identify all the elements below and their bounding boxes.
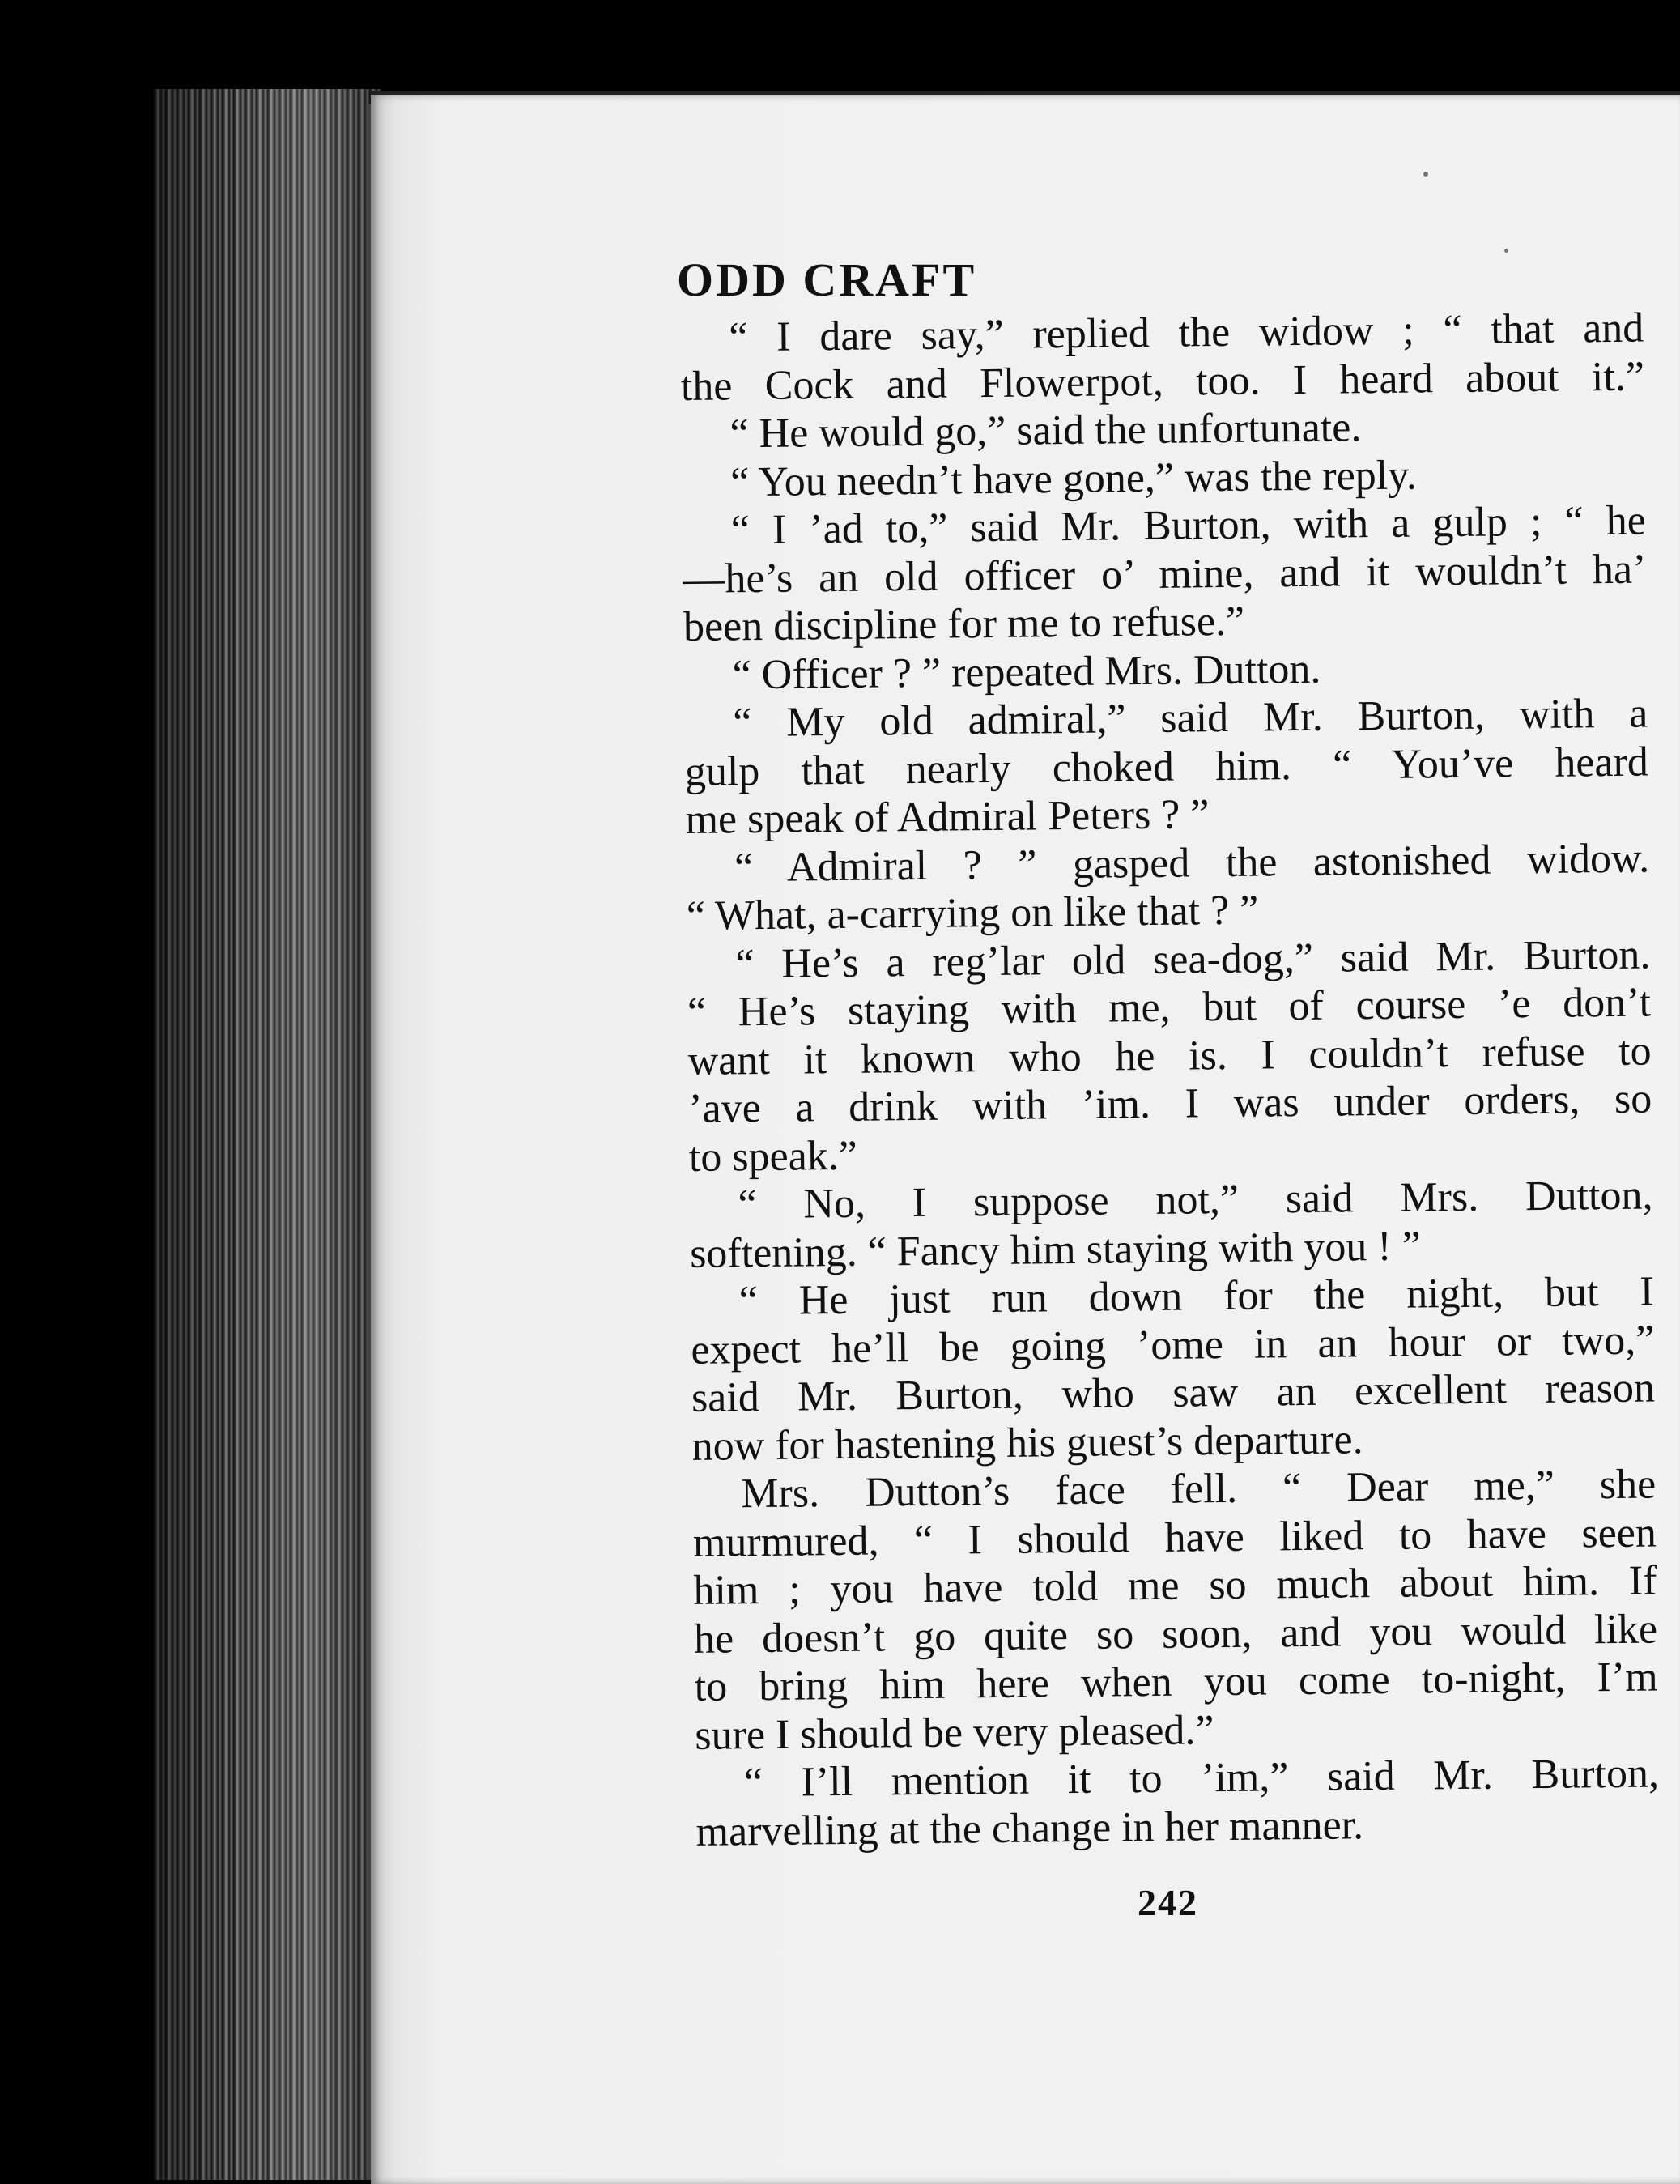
text-line: ’ave a drink with ’im. I was under orders, so — [687, 1075, 1652, 1132]
dust-speck — [1504, 249, 1508, 253]
text-line: me speak of Admiral Peters ? ” — [685, 791, 1210, 843]
page-edges — [154, 89, 381, 2180]
text-line: to speak.” — [688, 1132, 858, 1181]
text-line: “ He just run down for the night, but I — [738, 1268, 1655, 1325]
text-line: “ My old admiral,” said Mr. Burton, with a — [732, 690, 1648, 747]
text-line: Mrs. Dutton’s face fell. “ Dear me,” she — [740, 1461, 1657, 1518]
text-line: been discipline for me to refuse.” — [683, 598, 1245, 650]
dust-speck — [1423, 172, 1428, 177]
text-line: “ He would go,” said the unfortunate. — [729, 404, 1362, 458]
text-line: said Mr. Burton, who saw an excellent reason — [691, 1364, 1656, 1421]
text-line: murmured, “ I should have liked to have seen — [692, 1509, 1657, 1566]
text-line: the Cock and Flowerpot, too. I heard about it.” — [680, 353, 1645, 410]
text-line: to bring him here when you come to-night, I’m — [694, 1654, 1658, 1710]
text-line: “ I dare say,” replied the widow ; “ that and — [729, 304, 1644, 361]
text-line: “ What, a-carrying on like that ? ” — [686, 887, 1259, 939]
text-line: “ He’s a reg’lar old sea-dog,” said Mr. Burton. — [735, 930, 1651, 987]
text-line: sure I should be very pleased.” — [695, 1706, 1214, 1759]
text-line: him ; you have told me so much about him. If — [693, 1557, 1657, 1614]
text-line: he doesn’t go quite so soon, and you would like — [693, 1605, 1658, 1662]
running-head: ODD CRAFT — [677, 253, 977, 306]
body-text — [680, 304, 1668, 1855]
page-number: 242 — [1138, 1882, 1198, 1923]
text-line: “ You needn’t have gone,” was the reply. — [729, 451, 1418, 505]
text-line: “ I ’ad to,” said Mr. Burton, with a gulp ; “ he — [730, 497, 1647, 554]
text-line: “ Admiral ? ” gasped the astonished widow. — [734, 835, 1650, 891]
text-line: want it known who he is. I couldn’t refuse to — [687, 1027, 1652, 1084]
text-line: now for hastening his guest’s departure. — [691, 1416, 1363, 1470]
text-line: expect he’ll be going ’ome in an hour or two,” — [691, 1316, 1655, 1373]
text-line: “ He’s staying with me, but of course ’e don’t — [687, 979, 1652, 1036]
text-line: gulp that nearly choked him. “ You’ve heard — [684, 739, 1649, 795]
text-line: marvelling at the change in her manner. — [695, 1801, 1364, 1855]
text-line: —he’s an old officer o’ mine, and it wouldn’t ha’ — [683, 546, 1647, 602]
text-line: “ Officer ? ” repeated Mrs. Dutton. — [732, 645, 1321, 698]
text-line: “ No, I suppose not,” said Mrs. Dutton, — [738, 1172, 1653, 1228]
text-line: softening. “ Fancy him staying with you ! ” — [689, 1222, 1422, 1277]
text-line: “ I’ll mention it to ’im,” said Mr. Burton, — [743, 1750, 1660, 1807]
